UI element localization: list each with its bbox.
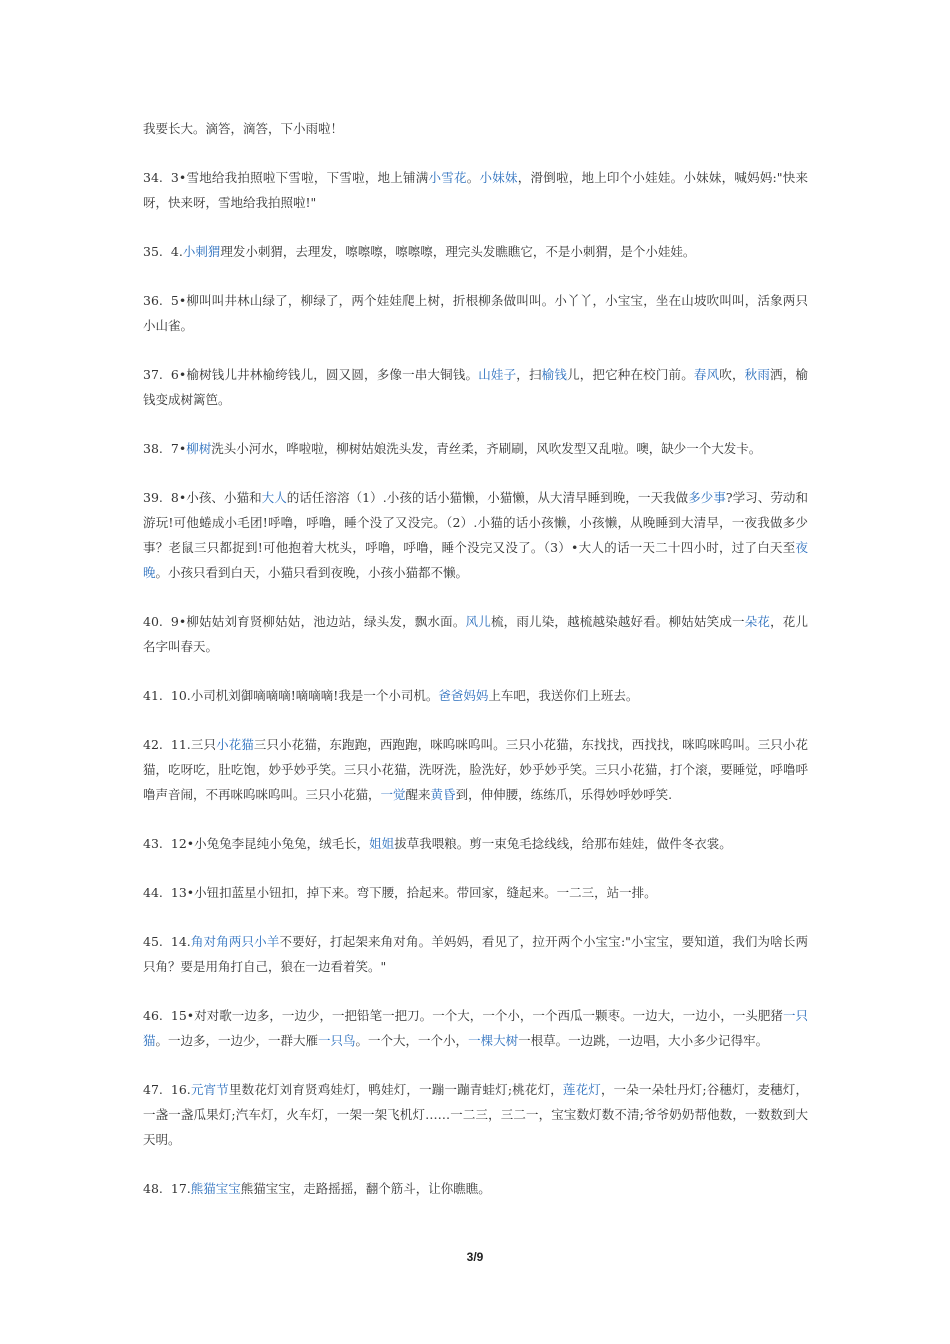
body-text: 11.三只 xyxy=(170,737,217,752)
body-text: 5•柳叫叫井林山绿了，柳绿了，两个娃娃爬上树，折根柳条做叫叫。小丫丫，小宝宝，坐在山坡吹叫叫，活象两只小山雀。 xyxy=(143,293,808,333)
body-text: 到，伸伸腰，练练爪，乐得妙呼妙呼笑. xyxy=(455,787,673,802)
document-body xyxy=(143,116,808,1225)
body-text: 洗头小河水，哗啦啦，柳树姑娘洗头发，青丝柔，齐刷刷，风吹发型又乱啦。噢，缺少一个大发卡。 xyxy=(211,441,762,456)
body-text: ，扫 xyxy=(516,367,542,382)
inline-link[interactable]: 元宵节 xyxy=(190,1082,229,1097)
inline-link[interactable]: 一棵大树 xyxy=(468,1033,519,1048)
list-item xyxy=(143,929,808,979)
body-text: 理发小刺猬，去理发，嚓嚓嚓，嚓嚓嚓，理完头发瞧瞧它，不是小刺猬，是个小娃娃。 xyxy=(220,244,696,259)
list-item xyxy=(143,288,808,338)
body-text: 14. xyxy=(170,934,191,949)
body-text: 不要好，打起架来角对角。羊妈妈，看见了，拉开两个小宝宝:"小宝宝，要知道，我们为啥长两只角？要是用角打自己，狼在一边看着笑。" xyxy=(143,934,808,974)
item-number: 48. xyxy=(143,1181,163,1196)
body-text: 里数花灯刘育贤鸡娃灯，鸭娃灯，一蹦一蹦青蛙灯;桃花灯， xyxy=(228,1082,563,1097)
body-text: 三只小花猫，东跑跑，西跑跑，咪呜咪呜叫。三只小花猫，东找找，西找找，咪呜咪呜叫。三只小花猫，吃呀吃，肚吃饱，妙乎妙乎笑。三只小花猫，洗呀洗，脸洗好，妙乎妙乎笑。三只小花猫，打个滚，要睡觉，呼噜呼噜声音闹，不再咪呜咪呜叫。三只小花猫， xyxy=(143,737,808,802)
body-text: 的话任溶溶（1）.小孩的话小猫懒，小猫懒，从大清早睡到晚，一天我做 xyxy=(286,490,689,505)
body-text: 3•雪地给我拍照啦下雪啦，下雪啦，地上铺满 xyxy=(170,170,429,185)
item-number: 40. xyxy=(143,614,163,629)
inline-link[interactable]: 小妹妹 xyxy=(479,170,518,185)
inline-link[interactable]: 柳树 xyxy=(186,441,212,456)
inline-link[interactable]: 一只猫 xyxy=(143,1008,808,1048)
body-text: ?学习、劳动和游玩!可他蜷成小毛团!呼噜，呼噜，睡个没了又没完。（2）.小猫的话小孩懒，小孩懒，从晚睡到大清早，一夜我做多少事？老鼠三只都捉到!可他抱着大枕头，呼噜，呼噜，睡个没完又没了。（3）•大人的话一天二十四小时，过了白天至 xyxy=(143,490,808,555)
body-text: 16. xyxy=(170,1082,191,1097)
inline-link[interactable]: 朵花 xyxy=(744,614,771,629)
body-text: 。一边多，一边少，一群大雁 xyxy=(155,1033,319,1048)
inline-link[interactable]: 一只鸟 xyxy=(318,1033,356,1048)
body-text: 17. xyxy=(170,1181,191,1196)
body-text: ，滑倒啦，地上印个小娃娃。小妹妹，喊妈妈:"快来呀，快来呀，雪地给我拍照啦!" xyxy=(143,170,808,210)
body-text: 醒来 xyxy=(405,787,431,802)
inline-link[interactable]: 小雪花 xyxy=(428,170,467,185)
body-text: 吹， xyxy=(719,367,745,382)
body-text: ，一朵一朵牡丹灯;谷穗灯，麦穗灯，一盏一盏瓜果灯;汽车灯，火车灯，一架一架飞机灯……一二三，三二一，宝宝数灯数不清;爷爷奶奶帮他数，一数数到大天明。 xyxy=(143,1082,808,1147)
inline-link[interactable]: 两只小羊 xyxy=(228,934,280,949)
body-text: 4. xyxy=(170,244,183,259)
body-text: 7• xyxy=(170,441,187,456)
body-text: 6•榆树钱儿井林榆绔钱儿，圆又圆，多像一串大铜钱。 xyxy=(170,367,479,382)
item-number: 43. xyxy=(143,836,163,851)
item-number: 37. xyxy=(143,367,163,382)
list-item xyxy=(143,436,808,461)
list-item xyxy=(143,1176,808,1201)
inline-link[interactable]: 小花猫 xyxy=(216,737,254,752)
list-item xyxy=(143,831,808,856)
inline-link[interactable]: 山娃子 xyxy=(478,367,517,382)
body-text: 。一个大，一个小， xyxy=(355,1033,469,1048)
inline-link[interactable]: 榆钱 xyxy=(541,367,568,382)
body-text: 13•小钮扣蓝星小钮扣，掉下来。弯下腰，拾起来。带回家，缝起来。一二三，站一排。 xyxy=(170,885,657,900)
body-text: 。 xyxy=(466,170,480,185)
list-item xyxy=(143,485,808,585)
body-text: 上车吧，我送你们上班去。 xyxy=(488,688,639,703)
inline-link[interactable]: 黄昏 xyxy=(430,787,456,802)
body-text: 12•小兔兔李昆纯小兔兔，绒毛长， xyxy=(170,836,370,851)
inline-link[interactable]: 熊猫宝宝 xyxy=(190,1181,241,1196)
body-text: ，花儿名字叫春天。 xyxy=(143,614,808,654)
item-number: 38. xyxy=(143,441,163,456)
list-item xyxy=(143,239,808,264)
inline-link[interactable]: 一觉 xyxy=(380,787,406,802)
body-text: 熊猫宝宝，走路摇摇，翻个筋斗，让你瞧瞧。 xyxy=(240,1181,491,1196)
inline-link[interactable]: 春风 xyxy=(693,367,720,382)
inline-link[interactable]: 秋雨 xyxy=(744,367,771,382)
page-number: 3/9 xyxy=(466,1250,484,1264)
body-text: 8•小孩、小猫和 xyxy=(170,490,262,505)
list-item xyxy=(143,1003,808,1053)
list-item xyxy=(143,165,808,215)
body-text: 儿，把它种在校门前。 xyxy=(567,367,694,382)
inline-link[interactable]: 风儿 xyxy=(465,614,491,629)
list-item xyxy=(143,880,808,905)
list-item xyxy=(143,1077,808,1152)
body-text: 我要长大。滴答，滴答，下小雨啦！ xyxy=(143,121,344,136)
inline-link[interactable]: 夜晚 xyxy=(143,540,808,580)
body-text: 洒，榆钱变成树篱笆。 xyxy=(143,367,808,407)
list-item xyxy=(143,116,808,141)
list-item xyxy=(143,683,808,708)
body-text: 10.小司机刘御嘀嘀嘀!嘀嘀嘀!我是一个小司机。 xyxy=(170,688,439,703)
body-text: 一根草。一边跳，一边唱，大小多少记得牢。 xyxy=(518,1033,769,1048)
item-number: 46. xyxy=(143,1008,163,1023)
item-number: 44. xyxy=(143,885,163,900)
inline-link[interactable]: 莲花灯 xyxy=(562,1082,601,1097)
inline-link[interactable]: 爸爸妈妈 xyxy=(438,688,489,703)
body-text: 拔草我喂粮。剪一束兔毛捻线线，给那布娃娃，做件冬衣裳。 xyxy=(394,836,732,851)
list-item xyxy=(143,609,808,659)
item-number: 36. xyxy=(143,293,163,308)
body-text: 梳，雨儿染，越梳越染越好看。柳姑姑笑成一 xyxy=(490,614,745,629)
list-item xyxy=(143,362,808,412)
item-number: 45. xyxy=(143,934,163,949)
item-number: 34. xyxy=(143,170,163,185)
body-text: 。小孩只看到白天，小猫只看到夜晚，小孩小猫都不懒。 xyxy=(155,565,469,580)
list-item xyxy=(143,732,808,807)
item-number: 47. xyxy=(143,1082,163,1097)
body-text: 9•柳姑姑刘育贤柳姑姑，池边站，绿头发，飘水面。 xyxy=(170,614,466,629)
item-number: 41. xyxy=(143,688,163,703)
inline-link[interactable]: 姐姐 xyxy=(369,836,395,851)
inline-link[interactable]: 大人 xyxy=(261,490,287,505)
inline-link[interactable]: 小刺猬 xyxy=(182,244,221,259)
item-number: 42. xyxy=(143,737,163,752)
body-text: 15•对对歌一边多，一边少，一把铅笔一把刀。一个大，一个小，一个西瓜一颗枣。一边大，一边小，一头肥猪 xyxy=(170,1008,783,1023)
item-number: 35. xyxy=(143,244,163,259)
item-number: 39. xyxy=(143,490,163,505)
inline-link[interactable]: 多少事 xyxy=(688,490,726,505)
inline-link[interactable]: 角对角 xyxy=(190,934,229,949)
